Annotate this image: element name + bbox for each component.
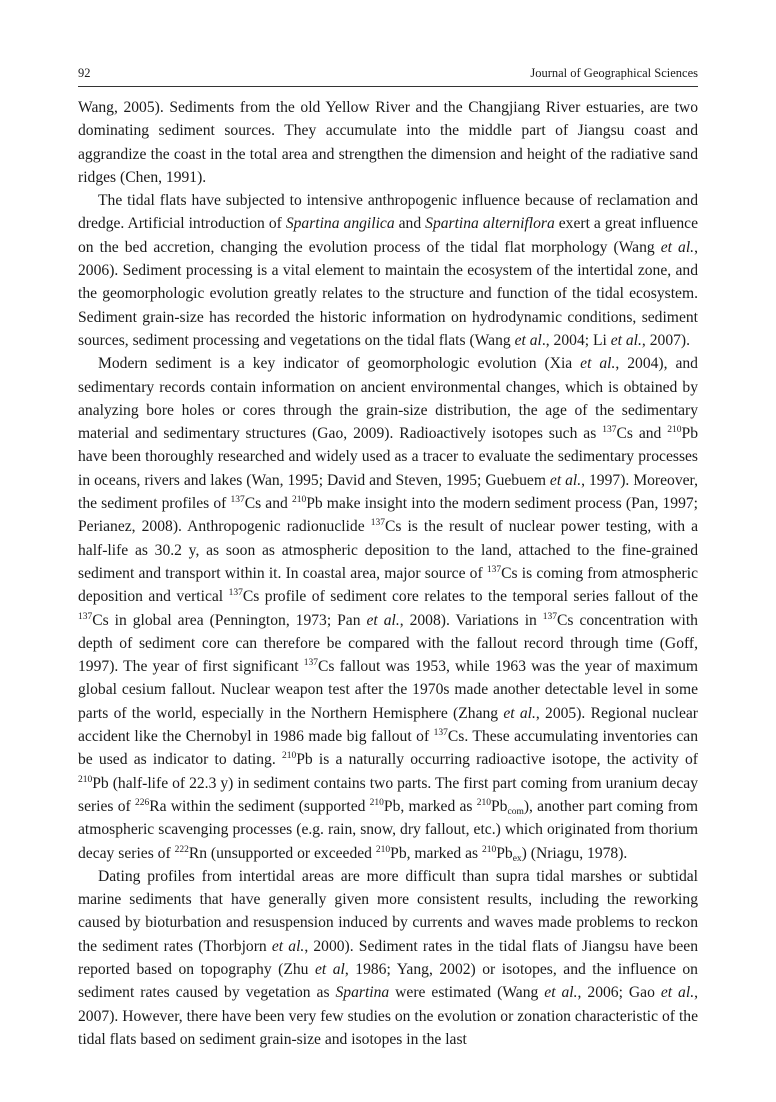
text-run: were estimated (Wang <box>389 984 545 1002</box>
paragraph <box>78 189 698 352</box>
text-run: ), another part coming from atmospheric scavenging processes (e.g. rain, snow, dry fallout, etc.) which originated from thorium decay series of <box>78 797 698 862</box>
italic-text: et al <box>514 331 542 349</box>
text-run: , 2004), and sedimentary records contain information on ancient environmental changes, which is obtained by analyzing bore holes or cores through the grain-size distribution, the age of the sedimentary material and sedimentary structures (Gao, 2009). Radioactively isotopes such as <box>78 355 698 443</box>
journal-title: Journal of Geographical Sciences <box>530 66 698 80</box>
isotope-mass-number: 210 <box>476 797 491 808</box>
isotope-mass-number: 210 <box>369 797 384 808</box>
italic-text: et al. <box>580 355 616 373</box>
text-run: ., 2004; Li <box>541 331 611 349</box>
italic-text: et al. <box>271 937 305 955</box>
text-run: Pb have been thoroughly researched and widely used as a tracer to evaluate the sedimentary processes in oceans, rivers and lakes (Wan, 1995; David and Steven, 1995; Guebuem <box>78 425 698 489</box>
text-run: Pb is a naturally occurring radioactive isotope, the activity of <box>296 751 698 769</box>
isotope-mass-number: 210 <box>481 844 497 855</box>
text-run: , 2007). <box>641 331 690 349</box>
paragraph <box>78 352 698 865</box>
italic-text: et al <box>314 960 345 978</box>
isotope-mass-number: 222 <box>174 844 189 855</box>
paragraph <box>78 96 698 189</box>
subscript-label: ex <box>512 853 522 864</box>
isotope-mass-number: 210 <box>375 844 391 855</box>
isotope-mass-number: 137 <box>370 518 385 529</box>
isotope-mass-number: 137 <box>230 495 245 506</box>
page-number: 92 <box>78 66 91 80</box>
text-run: , 1997). Moreover, the sediment profiles of <box>78 471 699 513</box>
text-run: Cs profile of sediment core relates to the temporal series fallout of the <box>242 588 699 606</box>
text-run: Pb <box>491 797 508 815</box>
text-run: exert a great influence on the bed accretion, changing the evolution process of the tidal flat morphology (Wang <box>78 215 698 256</box>
isotope-mass-number: 137 <box>602 425 617 436</box>
italic-text: et al. <box>549 471 582 489</box>
text-run: , 1986; Yang, 2002) or isotopes, and the influence on sediment rates caused by vegetation as <box>78 960 698 1002</box>
text-run: Cs concentration with depth of sediment core can therefore be compared with the fallout record through time (Goff, 1997). The year of first significant <box>78 611 698 676</box>
text-run: Modern sediment is a key indicator of geomorphologic evolution (Xia <box>98 355 581 373</box>
text-run: Cs and <box>616 425 668 443</box>
isotope-mass-number: 210 <box>78 774 93 785</box>
subscript-label: com <box>507 806 524 817</box>
text-run: and <box>394 215 426 233</box>
text-run: The tidal flats have subjected to intensive anthropogenic influence because of reclamation and dredge. Artificial introduction of <box>78 192 698 233</box>
running-header <box>78 64 698 87</box>
text-run: Pb (half-life of 22.3 y) in sediment contains two parts. The first part coming from uranium decay series of <box>78 774 698 815</box>
text-run: , 2005). Regional nuclear accident like the Chernobyl in 1986 made big fallout of <box>78 704 699 746</box>
italic-text: et al. <box>503 704 536 722</box>
isotope-mass-number: 210 <box>291 495 307 506</box>
text-run: Rn (unsupported or exceeded <box>188 844 376 862</box>
text-run: Dating profiles from intertidal areas are more difficult than supra tidal marshes or subtidal marine sediments that have generally given more consistent results, including the reworking caused by bioturbation and resuspension induced by currents and waves made problems to reckon the sediment rates (Thorbjorn <box>78 867 698 955</box>
italic-text: Spartina <box>335 984 390 1002</box>
italic-text: Spartina angilica <box>285 215 395 233</box>
text-run: Cs and <box>244 495 292 513</box>
text-run: Pb, marked as <box>383 797 477 815</box>
text-run: Cs fallout was 1953, while 1963 was the year of maximum global cesium fallout. Nuclear weapon test after the 1970s made another detectable level in some parts of the world, especially in the Northern Hemisphere (Zhang <box>78 658 699 722</box>
isotope-mass-number: 210 <box>281 751 297 762</box>
italic-text: et al. <box>610 331 642 349</box>
text-run: , 2007). However, there have been very few studies on the evolution or zonation characteristic of the tidal flats based on sediment grain-size and isotopes in the last <box>78 984 698 1048</box>
text-run: , 2000). Sediment rates in the tidal flats of Jiangsu have been reported based on topography (Zhu <box>78 937 698 978</box>
italic-text: et al. <box>366 611 400 629</box>
text-run: Pb make insight into the modern sediment process (Pan, 1997; Perianez, 2008). Anthropogenic radionuclide <box>78 495 698 536</box>
text-run: Wang, 2005). Sediments from the old Yellow River and the Changjiang River estuaries, are two dominating sediment sources. They accumulate into the middle part of Jiangsu coast and aggrandize the coast in the total area and strengthen the dimension and height of the radiative sand ridges (Chen, 1991). <box>78 99 698 186</box>
text-run: , 2008). Variations in <box>399 611 543 629</box>
article-body <box>78 96 698 1051</box>
text-run: Cs is coming from atmospheric deposition and vertical <box>78 564 698 606</box>
text-run: Cs. These accumulating inventories can be used as indicator to dating. <box>78 728 699 769</box>
isotope-mass-number: 226 <box>134 797 150 808</box>
isotope-mass-number: 137 <box>433 728 448 739</box>
italic-text: Spartina alterniflora <box>425 215 555 233</box>
text-run: Pb <box>496 844 513 862</box>
text-run: , 2006; Gao <box>577 984 661 1002</box>
text-run: , 2006). Sediment processing is a vital element to maintain the ecosystem of the intertidal zone, and the geomorphologic evolution greatly relates to the structure and function of the tidal ecosystem. Sediment grain-size has recorded the historic information on hydrodynamic conditions, sediment sources, sediment processing and vegetations on the tidal flats (Wang <box>78 238 698 349</box>
isotope-mass-number: 137 <box>303 658 319 669</box>
italic-text: et al. <box>544 984 578 1002</box>
text-run: Cs in global area (Pennington, 1973; Pan <box>92 611 367 629</box>
isotope-mass-number: 137 <box>542 611 558 622</box>
paragraph <box>78 865 698 1051</box>
isotope-mass-number: 137 <box>78 611 93 622</box>
isotope-mass-number: 137 <box>486 564 502 575</box>
isotope-mass-number: 137 <box>228 588 243 599</box>
italic-text: et al. <box>660 984 695 1002</box>
italic-text: et al. <box>660 238 695 256</box>
text-run: Ra within the sediment (supported <box>149 797 370 815</box>
text-run: ) (Nriagu, 1978). <box>521 844 628 862</box>
isotope-mass-number: 210 <box>667 425 682 436</box>
text-run: Cs is the result of nuclear power testing, with a half-life as 30.2 y, as soon as atmospheric deposition to the land, attached to the fine-grained sediment and transport within it. In coastal area, major source of <box>78 518 698 582</box>
text-run: Pb, marked as <box>390 844 482 862</box>
